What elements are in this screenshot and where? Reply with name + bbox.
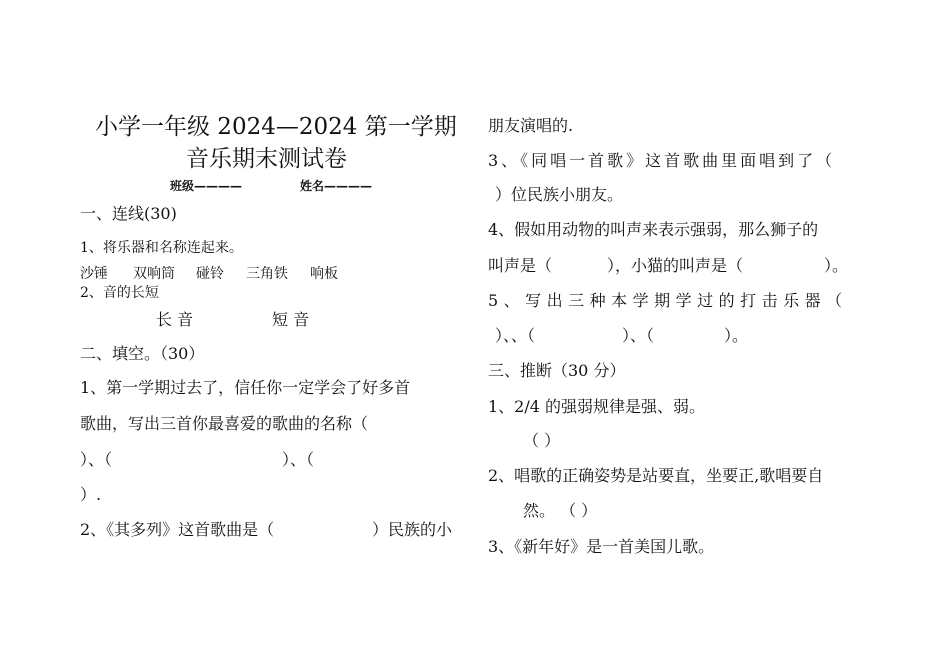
question-2-5-line2a: ）、、（ xyxy=(495,326,536,345)
section-1-heading: 一、连线(30) xyxy=(80,204,177,223)
question-3-2-line1: 2、唱歌的正确姿势是站要直，坐要正,歌唱要自 xyxy=(488,466,824,485)
question-2-1-line2: 歌曲，写出三首你最喜爱的歌曲的名称（ xyxy=(80,414,369,433)
question-2-1-line4: ）. xyxy=(80,485,102,504)
question-3-2-line2: 然。 （ ） xyxy=(523,501,598,520)
question-2-4-line2b: ），小猫的叫声是（ xyxy=(607,256,744,275)
page-title-line2: 音乐期末测试卷 xyxy=(186,146,347,172)
question-2-5-line2c: ）。 xyxy=(724,326,749,345)
instrument-bell: 碰铃 xyxy=(196,266,224,282)
question-3-3: 3、《新年好》是一首美国儿歌。 xyxy=(488,537,715,556)
name-field-label: 姓名———— xyxy=(300,179,373,193)
question-2-2-continuation: 朋友演唱的. xyxy=(488,116,574,135)
page-title-line1: 小学一年级 2024—2024 第一学期 xyxy=(95,114,457,140)
section-2-heading: 二、填空。（30） xyxy=(80,344,205,363)
instrument-triangle: 三角铁 xyxy=(246,266,288,282)
instrument-double-tone-block: 双响筒 xyxy=(133,266,175,282)
question-2-5-line2b: ）、（ xyxy=(622,326,655,345)
instrument-shaker: 沙锤 xyxy=(80,266,108,282)
question-3-1: 1、2/4 的强弱规律是强、弱。 xyxy=(488,397,706,416)
question-2-4-line2c: ）。 xyxy=(824,256,849,275)
question-2-1-line3b: ）、（ xyxy=(282,450,315,469)
question-2-3-line1: 3、《同唱一首歌》这首歌曲里面唱到了（ xyxy=(488,151,836,170)
note-short: 短 音 xyxy=(272,310,310,329)
question-2-1-line3a: ）、（ xyxy=(80,450,113,469)
question-2-4-line1: 4、假如用动物的叫声来表示强弱，那么狮子的 xyxy=(488,220,819,239)
question-3-1-answer: （ ） xyxy=(523,431,561,450)
class-field-label: 班级———— xyxy=(170,179,243,193)
note-long: 长 音 xyxy=(156,310,194,329)
section-3-heading: 三、推断（30 分） xyxy=(488,361,626,380)
question-1-1: 1、将乐器和名称连起来。 xyxy=(80,240,243,256)
instrument-castanets: 响板 xyxy=(310,266,338,282)
question-2-1-line1: 1、第一学期过去了，信任你一定学会了好多首 xyxy=(80,378,411,397)
question-2-4-line2a: 叫声是（ xyxy=(488,256,553,275)
question-2-5-line1: 5、写出三种本学期学过的打击乐器（ xyxy=(488,291,848,310)
question-2-2-a: 2、《其多列》这首歌曲是（ xyxy=(80,520,275,539)
question-2-3-line2: ）位民族小朋友。 xyxy=(495,185,624,204)
question-2-2-b: ）民族的小 xyxy=(372,520,453,539)
question-1-2: 2、音的长短 xyxy=(80,285,159,301)
